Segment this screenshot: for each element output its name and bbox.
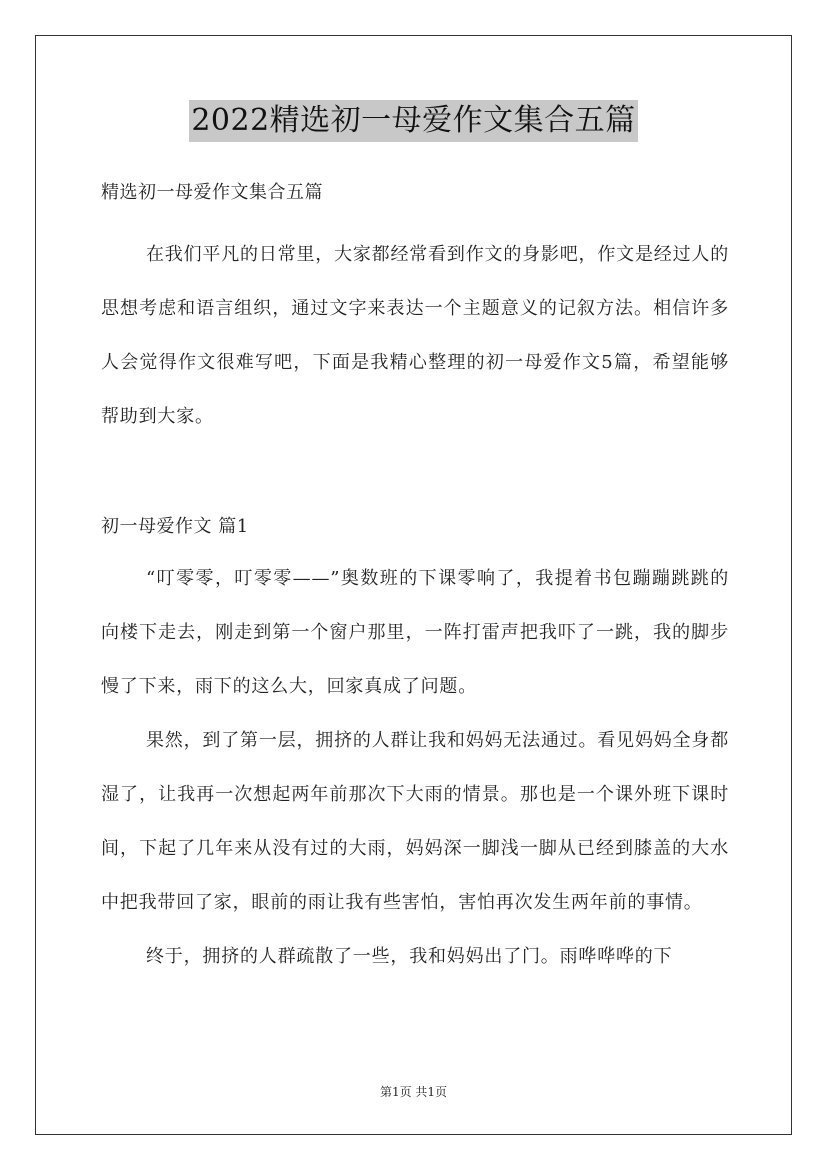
document-body [101,178,729,984]
body-paragraph: 果然，到了第一层，拥挤的人群让我和妈妈无法通过。看见妈妈全身都湿了，让我再一次想起两年前那次下大雨的情景。那也是一个课外班下课时间，下起了几年来从没有过的大雨，妈妈深一脚浅一脚从已经到膝盖的大水中把我带回了家，眼前的雨让我有些害怕，害怕再次发生两年前的事情。 [101,730,729,913]
intro-paragraph: 在我们平凡的日常里，大家都经常看到作文的身影吧，作文是经过人的思想考虑和语言组织，通过文字来表达一个主题意义的记叙方法。相信许多人会觉得作文很难写吧，下面是我精心整理的初一母爱作文5篇，希望能够帮助到大家。 [101,244,729,427]
page-footer: 第1页 共1页 [379,1085,448,1099]
body-paragraph: “叮零零，叮零零——”奥数班的下课零响了，我提着书包蹦蹦跳跳的向楼下走去，刚走到第一个窗户那里，一阵打雷声把我吓了一跳，我的脚步慢了下来，雨下的这么大，回家真成了问题。 [101,568,729,697]
document-title: 2022精选初一母爱作文集合五篇 [189,100,637,142]
body-paragraph: 终于，拥挤的人群疏散了一些，我和妈妈出了门。雨哗哗哗的下 [146,946,673,967]
title-container [0,100,827,142]
document-subtitle: 精选初一母爱作文集合五篇 [101,182,323,203]
section-heading: 初一母爱作文 篇1 [101,516,249,537]
